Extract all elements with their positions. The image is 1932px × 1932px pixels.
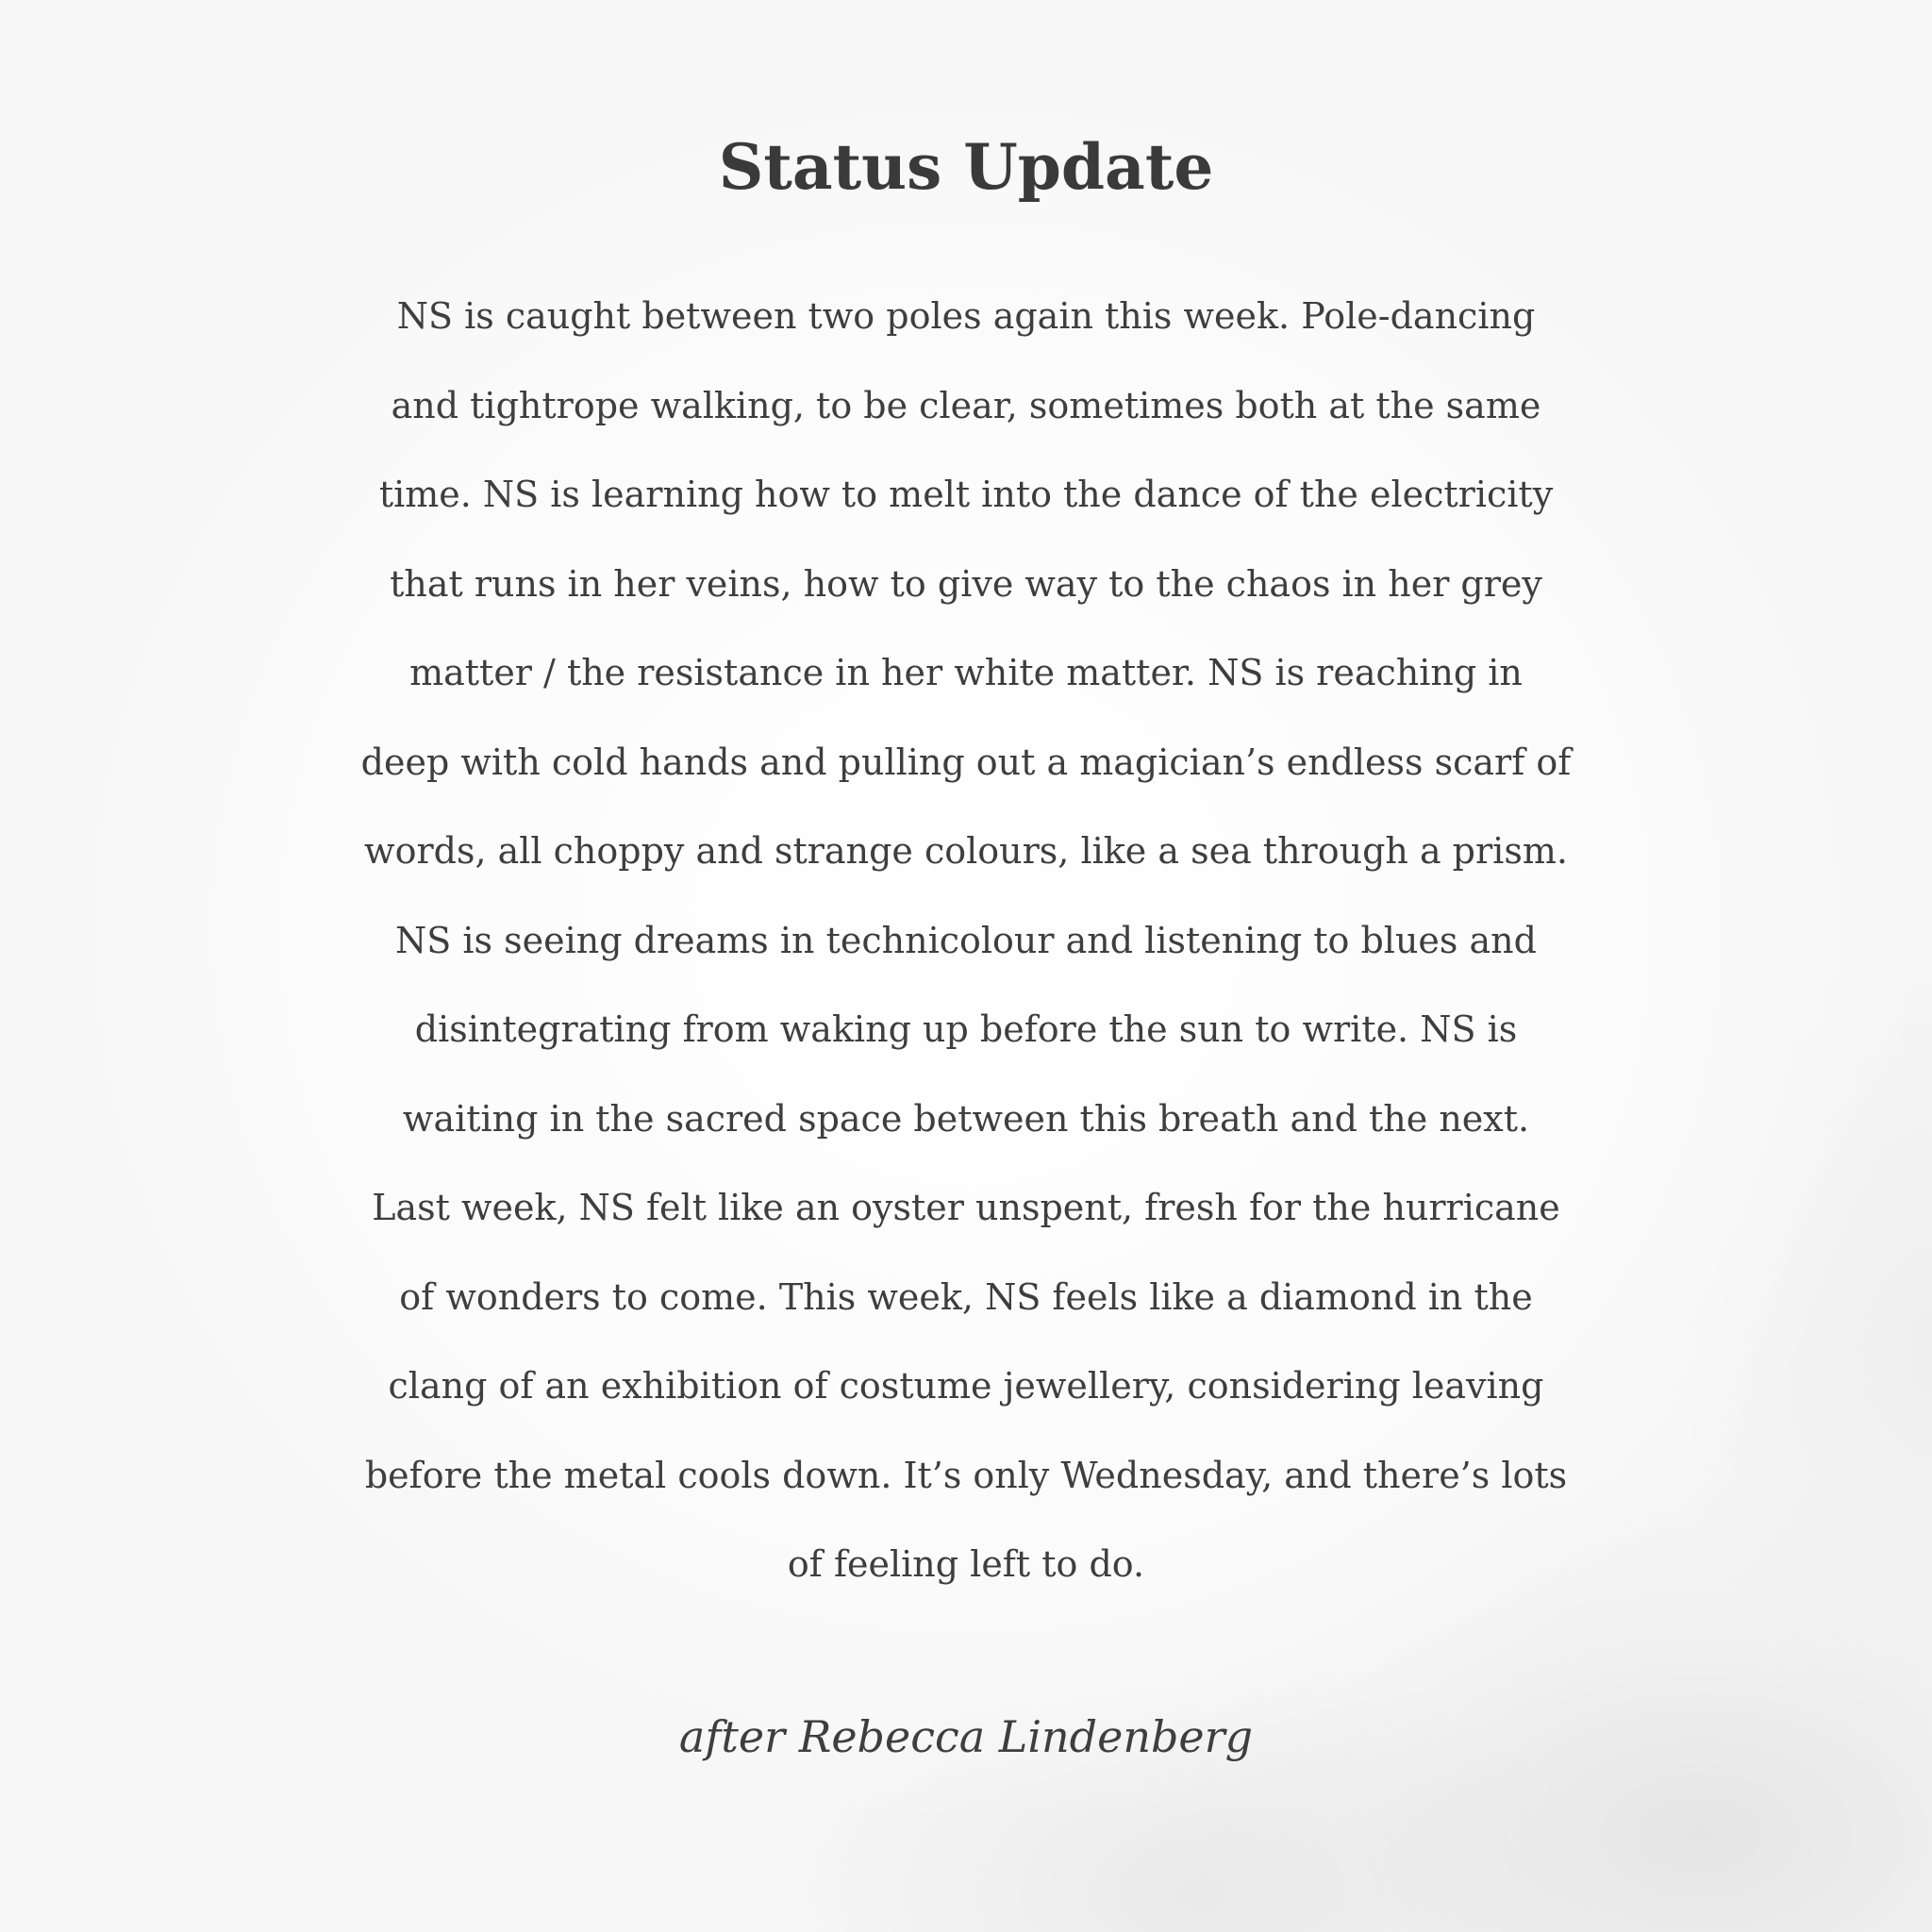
poem-line: Last week, NS felt like an oyster unspent, fresh for the hurricane xyxy=(372,1187,1560,1228)
poem-line: disintegrating from waking up before the sun to write. NS is xyxy=(414,1008,1518,1050)
poem-line: NS is seeing dreams in technicolour and listening to blues and xyxy=(395,919,1537,961)
poem-line: and tightrope walking, to be clear, sometimes both at the same xyxy=(391,384,1541,426)
poem-title: Status Update xyxy=(718,130,1214,204)
poem-line: words, all choppy and strange colours, like a sea through a prism. xyxy=(364,830,1568,872)
poem-attribution: after Rebecca Lindenberg xyxy=(678,1711,1254,1762)
poem-line: clang of an exhibition of costume jewellery, considering leaving xyxy=(388,1365,1544,1407)
poem-line: of feeling left to do. xyxy=(787,1543,1145,1585)
poem-line: time. NS is learning how to melt into the dance of the electricity xyxy=(378,474,1554,515)
poem-line: that runs in her veins, how to give way to the chaos in her grey xyxy=(390,562,1542,605)
poem-line: waiting in the sacred space between this breath and the next. xyxy=(402,1097,1530,1140)
poem-body xyxy=(0,272,1932,1609)
poem-line: before the metal cools down. It’s only Wednesday, and there’s lots xyxy=(364,1454,1568,1496)
poem-line: deep with cold hands and pulling out a magician’s endless scarf of xyxy=(360,741,1572,783)
poem-line: NS is caught between two poles again this week. Pole-dancing xyxy=(396,295,1536,337)
poem-line: matter / the resistance in her white matter. NS is reaching in xyxy=(409,652,1523,693)
poem-line: of wonders to come. This week, NS feels like a diamond in the xyxy=(399,1275,1533,1318)
